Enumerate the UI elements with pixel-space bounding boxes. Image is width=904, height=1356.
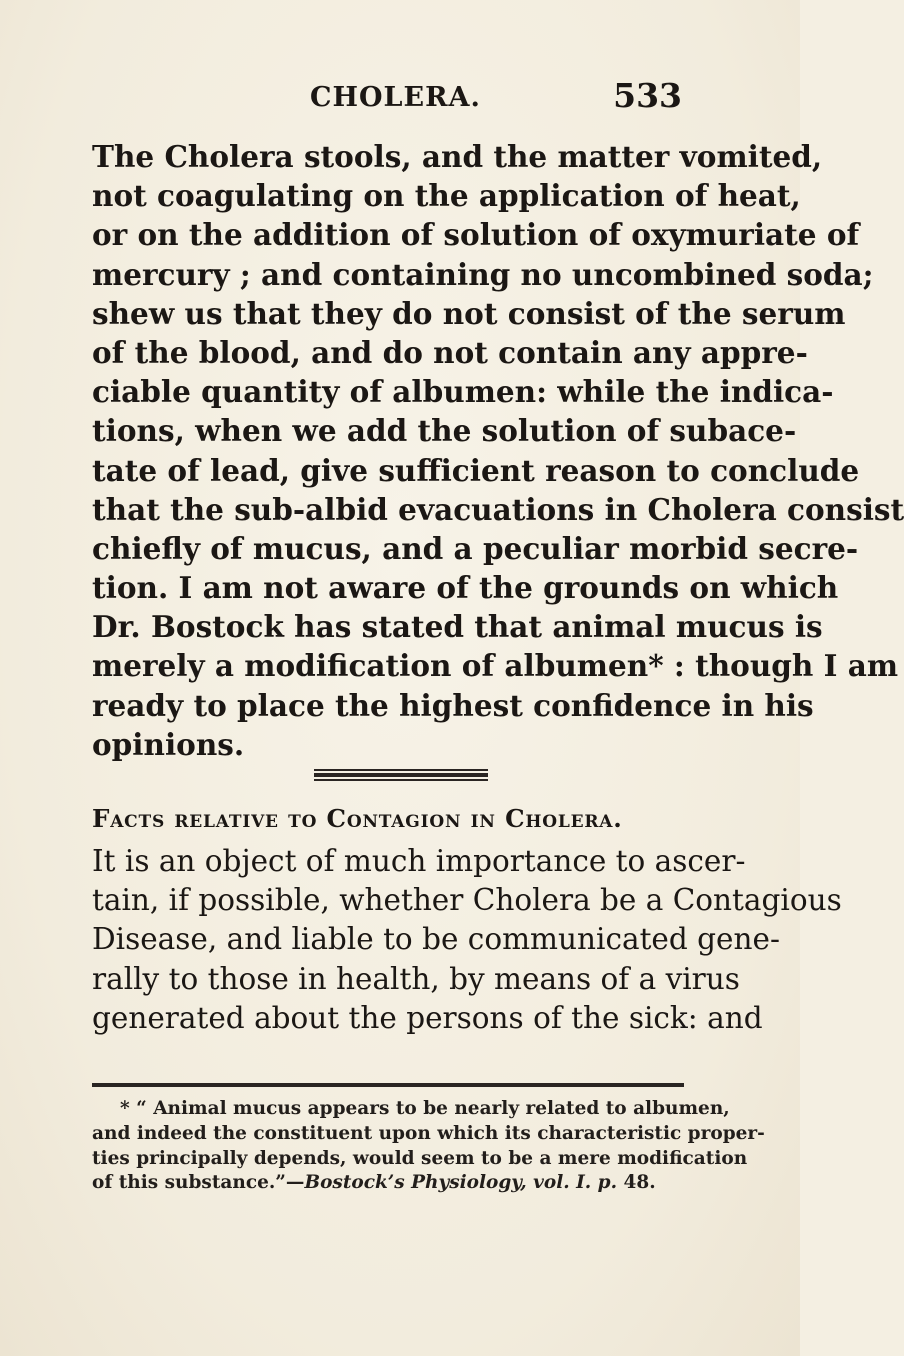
text-line: Disease, and liable to be communicated gene-: [92, 922, 780, 957]
text-line: tion. I am not aware of the grounds on which: [92, 570, 839, 606]
section-divider-rule-bottom: [314, 779, 488, 781]
text-line: that the sub-albid evacuations in Cholera consist: [92, 491, 904, 527]
footnote-line: and indeed the constituent upon which its characteristic proper-: [92, 1122, 765, 1144]
footnote-line: * “ Animal mucus appears to be nearly related to albumen,: [120, 1098, 730, 1119]
text-line: tions, when we add the solution of subace-: [92, 413, 797, 449]
text-line: tate of lead, give sufficient reason to conclude: [92, 452, 860, 488]
footnote-citation-line: [92, 1171, 684, 1196]
text-line: It is an object of much importance to ascer-: [92, 844, 746, 878]
running-head-title: CHOLERA.: [310, 82, 481, 113]
page-number: 533: [613, 76, 682, 115]
text-line: of the blood, and do not contain any appre-: [92, 334, 808, 370]
text-line: tain, if possible, whether Cholera be a Contagious: [92, 883, 842, 918]
text-line: or on the addition of solution of oxymuriate of: [92, 217, 860, 253]
text-line: not coagulating on the application of heat,: [92, 178, 801, 214]
paragraph-cholera-stools: [92, 137, 904, 764]
running-head: [258, 76, 682, 124]
footnote-citation-page: 48.: [617, 1172, 656, 1194]
text-line: generated about the persons of the sick: and: [92, 1000, 763, 1035]
footnote-line: ties principally depends, would seem to be a mere modification: [92, 1147, 748, 1169]
text-line: mercury ; and containing no uncombined soda;: [92, 256, 874, 292]
text-line: The Cholera stools, and the matter vomited,: [92, 139, 823, 174]
text-line: ciable quantity of albumen: while the indica-: [92, 374, 834, 410]
text-line: Dr. Bostock has stated that animal mucus is: [92, 609, 823, 645]
text-line: shew us that they do not consist of the serum: [92, 295, 846, 331]
text-line: opinions.: [92, 726, 245, 762]
text-line: chiefly of mucus, and a peculiar morbid secre-: [92, 530, 859, 566]
text-line: rally to those in health, by means of a virus: [92, 961, 740, 996]
footnote-separator-rule: [92, 1083, 684, 1087]
footnote: [92, 1097, 765, 1196]
text-line: merely a modification of albumen* : though I am: [92, 648, 899, 684]
footnote-citation-italic: Bostock’s Physiology, vol. I. p.: [304, 1172, 618, 1194]
paragraph-contagion: [92, 842, 842, 1038]
text-line: ready to place the highest confidence in his: [92, 687, 814, 723]
section-divider-rule-top: [314, 769, 488, 771]
section-divider-rule-middle: [314, 773, 488, 777]
footnote-text: of this substance.”—: [92, 1172, 305, 1194]
section-heading: Facts relative to Contagion in Cholera.: [92, 804, 623, 833]
